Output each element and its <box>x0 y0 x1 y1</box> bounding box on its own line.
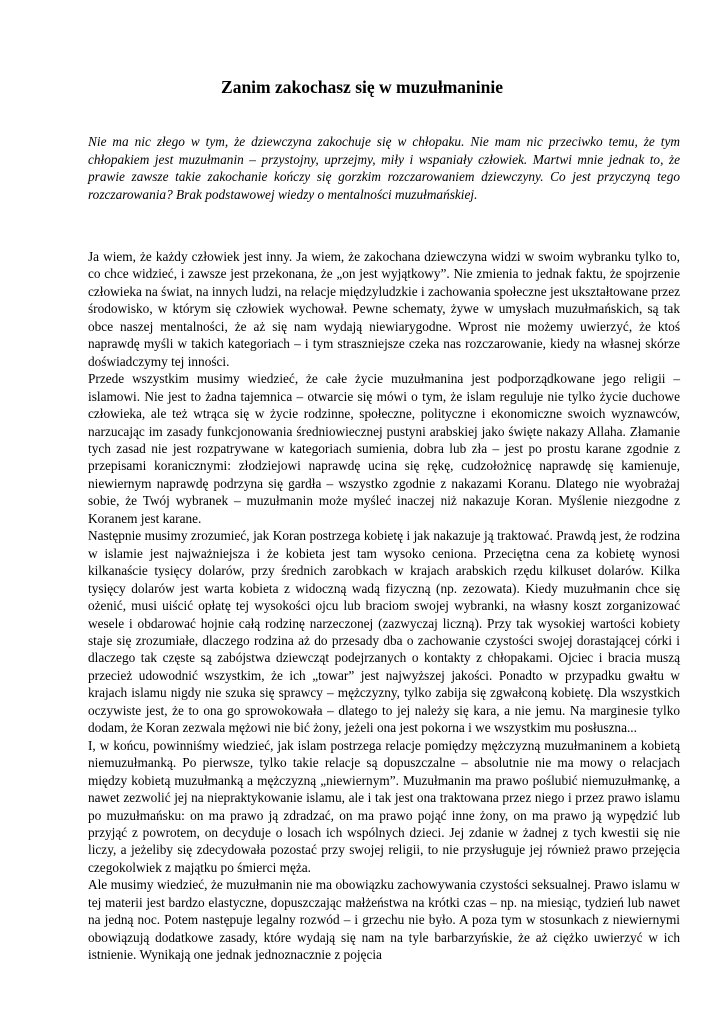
document-title: Zanim zakochasz się w muzułmaninie <box>221 77 503 97</box>
body-paragraph: I, w końcu, powinniśmy wiedzieć, jak islam postrzega relacje pomiędzy mężczyzną muzułmaninem a kobietą niemuzułmanką. Po pierwsze, tylko takie relacje są dopuszczalne – absolutnie nie ma mowy o relacjach między kobietą muzułmanką a mężczyzną „niewiernym”. Muzułmanin ma prawo poślubić niemuzułmankę, a nawet zezwolić jej na niepraktykowanie islamu, ale i tak jest ona traktowana przez niego i przez prawo islamu po muzułmańsku: on ma prawo ją zdradzać, on ma prawo pojąć inne żony, on ma prawo ją wypędzić lub przyjąć z powrotem, on decyduje o losach ich wspólnych dzieci. Jej zdanie w żadnej z tych kwestii się nie liczy, a jeżeliby się zdecydowała pozostać przy swojej religii, to nie przysługuje jej również prawo przejęcia czegokolwiek z majątku po śmierci męża. <box>88 737 680 875</box>
body-text <box>88 248 680 964</box>
body-paragraph: Przede wszystkim musimy wiedzieć, że całe życie muzułmanina jest podporządkowane jego religii – islamowi. Nie jest to żadna tajemnica – otwarcie się mówi o tym, że islam reguluje nie tylko życie duchowe człowieka, ale też wtrąca się w życie rodzinne, społeczne, polityczne i ekonomiczne swoich wyznawców, narzucając im zasady funkcjonowania średniowiecznej pustyni arabskiej jako święte nakazy Allaha. Złamanie tych zasad nie jest rozpatrywane w kategoriach sumienia, dobra lub zła – jest po prostu karane zgodnie z przepisami koranicznymi: złodziejowi naprawdę ucina się rękę, cudzołożnicę naprawdę się kamienuje, niewiernym naprawdę podrzyna się gardła – wszystko zgodnie z nakazami Koranu. Dlatego nie wyobrażaj sobie, że Twój wybranek – muzułmanin może myśleć inaczej niż nakazuje Koran. Myślenie niezgodne z Koranem jest karane. <box>88 371 680 526</box>
body-paragraph: Ale musimy wiedzieć, że muzułmanin nie ma obowiązku zachowywania czystości seksualnej. Prawo islamu w tej materii jest bardzo elastyczne, dopuszczając małżeństwa na krótki czas – np. na miesiąc, tydzień lub nawet na jedną noc. Potem następuje legalny rozwód – i grzechu nie było. A poza tym w stosunkach z niewiernymi obowiązują dodatkowe zasady, które wydają się nam na tyle barbarzyńskie, że aż ciężko uwierzyć w ich istnienie. Wynikają one jednak jednoznacznie z pojęcia <box>88 877 680 963</box>
intro-paragraph: Nie ma nic złego w tym, że dziewczyna zakochuje się w chłopaku. Nie mam nic przeciwko temu, że tym chłopakiem jest muzułmanin – przystojny, uprzejmy, miły i wspaniały człowiek. Martwi mnie jednak to, że prawie zawsze takie zakochanie kończy się gorzkim rozczarowaniem dziewczyny. Co jest przyczyną tego rozczarowania? Brak podstawowej wiedzy o mentalności muzułmańskiej. <box>88 134 680 202</box>
body-paragraph: Następnie musimy zrozumieć, jak Koran postrzega kobietę i jak nakazuje ją traktować. Prawdą jest, że rodzina w islamie jest najważniejsza i że kobieta jest tam wysoko ceniona. Przeciętna cena za kobietę wynosi kilkanaście tysięcy dolarów, przy średnich zarobkach w krajach arabskich rzędu kilkuset dolarów. Kilka tysięcy dolarów jest warta kobieta z widoczną wadą fizyczną (np. zezowata). Kiedy muzułmanin chce się ożenić, musi uiścić opłatę tej wysokości ojcu lub braciom swojej wybranki, na własny koszt zorganizować wesele i obdarować hojnie całą rodzinę narzeczonej (zazwyczaj liczną). Przy tak wysokiej wartości kobiety staje się zrozumiałe, dlaczego rodzina aż do przesady dba o zachowanie czystości swojej dorastającej córki i dlaczego tak częste są zabójstwa dziewcząt podejrzanych o kontakty z chłopakami. Ojciec i bracia muszą przecież udowodnić wszystkim, że ich „towar” jest najwyższej jakości. Ponadto w przypadku gwałtu w krajach islamu nigdy nie szuka się sprawcy – mężczyzny, tylko zabija się zgwałconą kobietę. Dla wszystkich oczywiste jest, że to ona go sprowokowała – dlatego to jej należy się kara, a nie jemu. Na marginesie tylko dodam, że Koran zezwala mężowi nie bić żony, jeżeli ona jest pokorna i we wszystkim mu posłuszna... <box>88 528 680 736</box>
body-paragraph: Ja wiem, że każdy człowiek jest inny. Ja wiem, że zakochana dziewczyna widzi w swoim wybranku tylko to, co chce widzieć, i zawsze jest przekonana, że „on jest wyjątkowy”. Nie zmienia to jednak faktu, że spojrzenie człowieka na świat, na innych ludzi, na relacje międzyludzkie i zachowania społeczne jest ukształtowane przez środowisko, w którym się człowiek wychował. Pewne schematy, żywe w umysłach muzułmańskich, są tak obce naszej mentalności, że aż się nam wydają niewiarygodne. Wprost nie możemy uwierzyć, że ktoś naprawdę myśli w takich kategoriach – i tym straszniejsze czeka nas rozczarowanie, kiedy na własnej skórze doświadczymy tej inności. <box>88 249 680 369</box>
